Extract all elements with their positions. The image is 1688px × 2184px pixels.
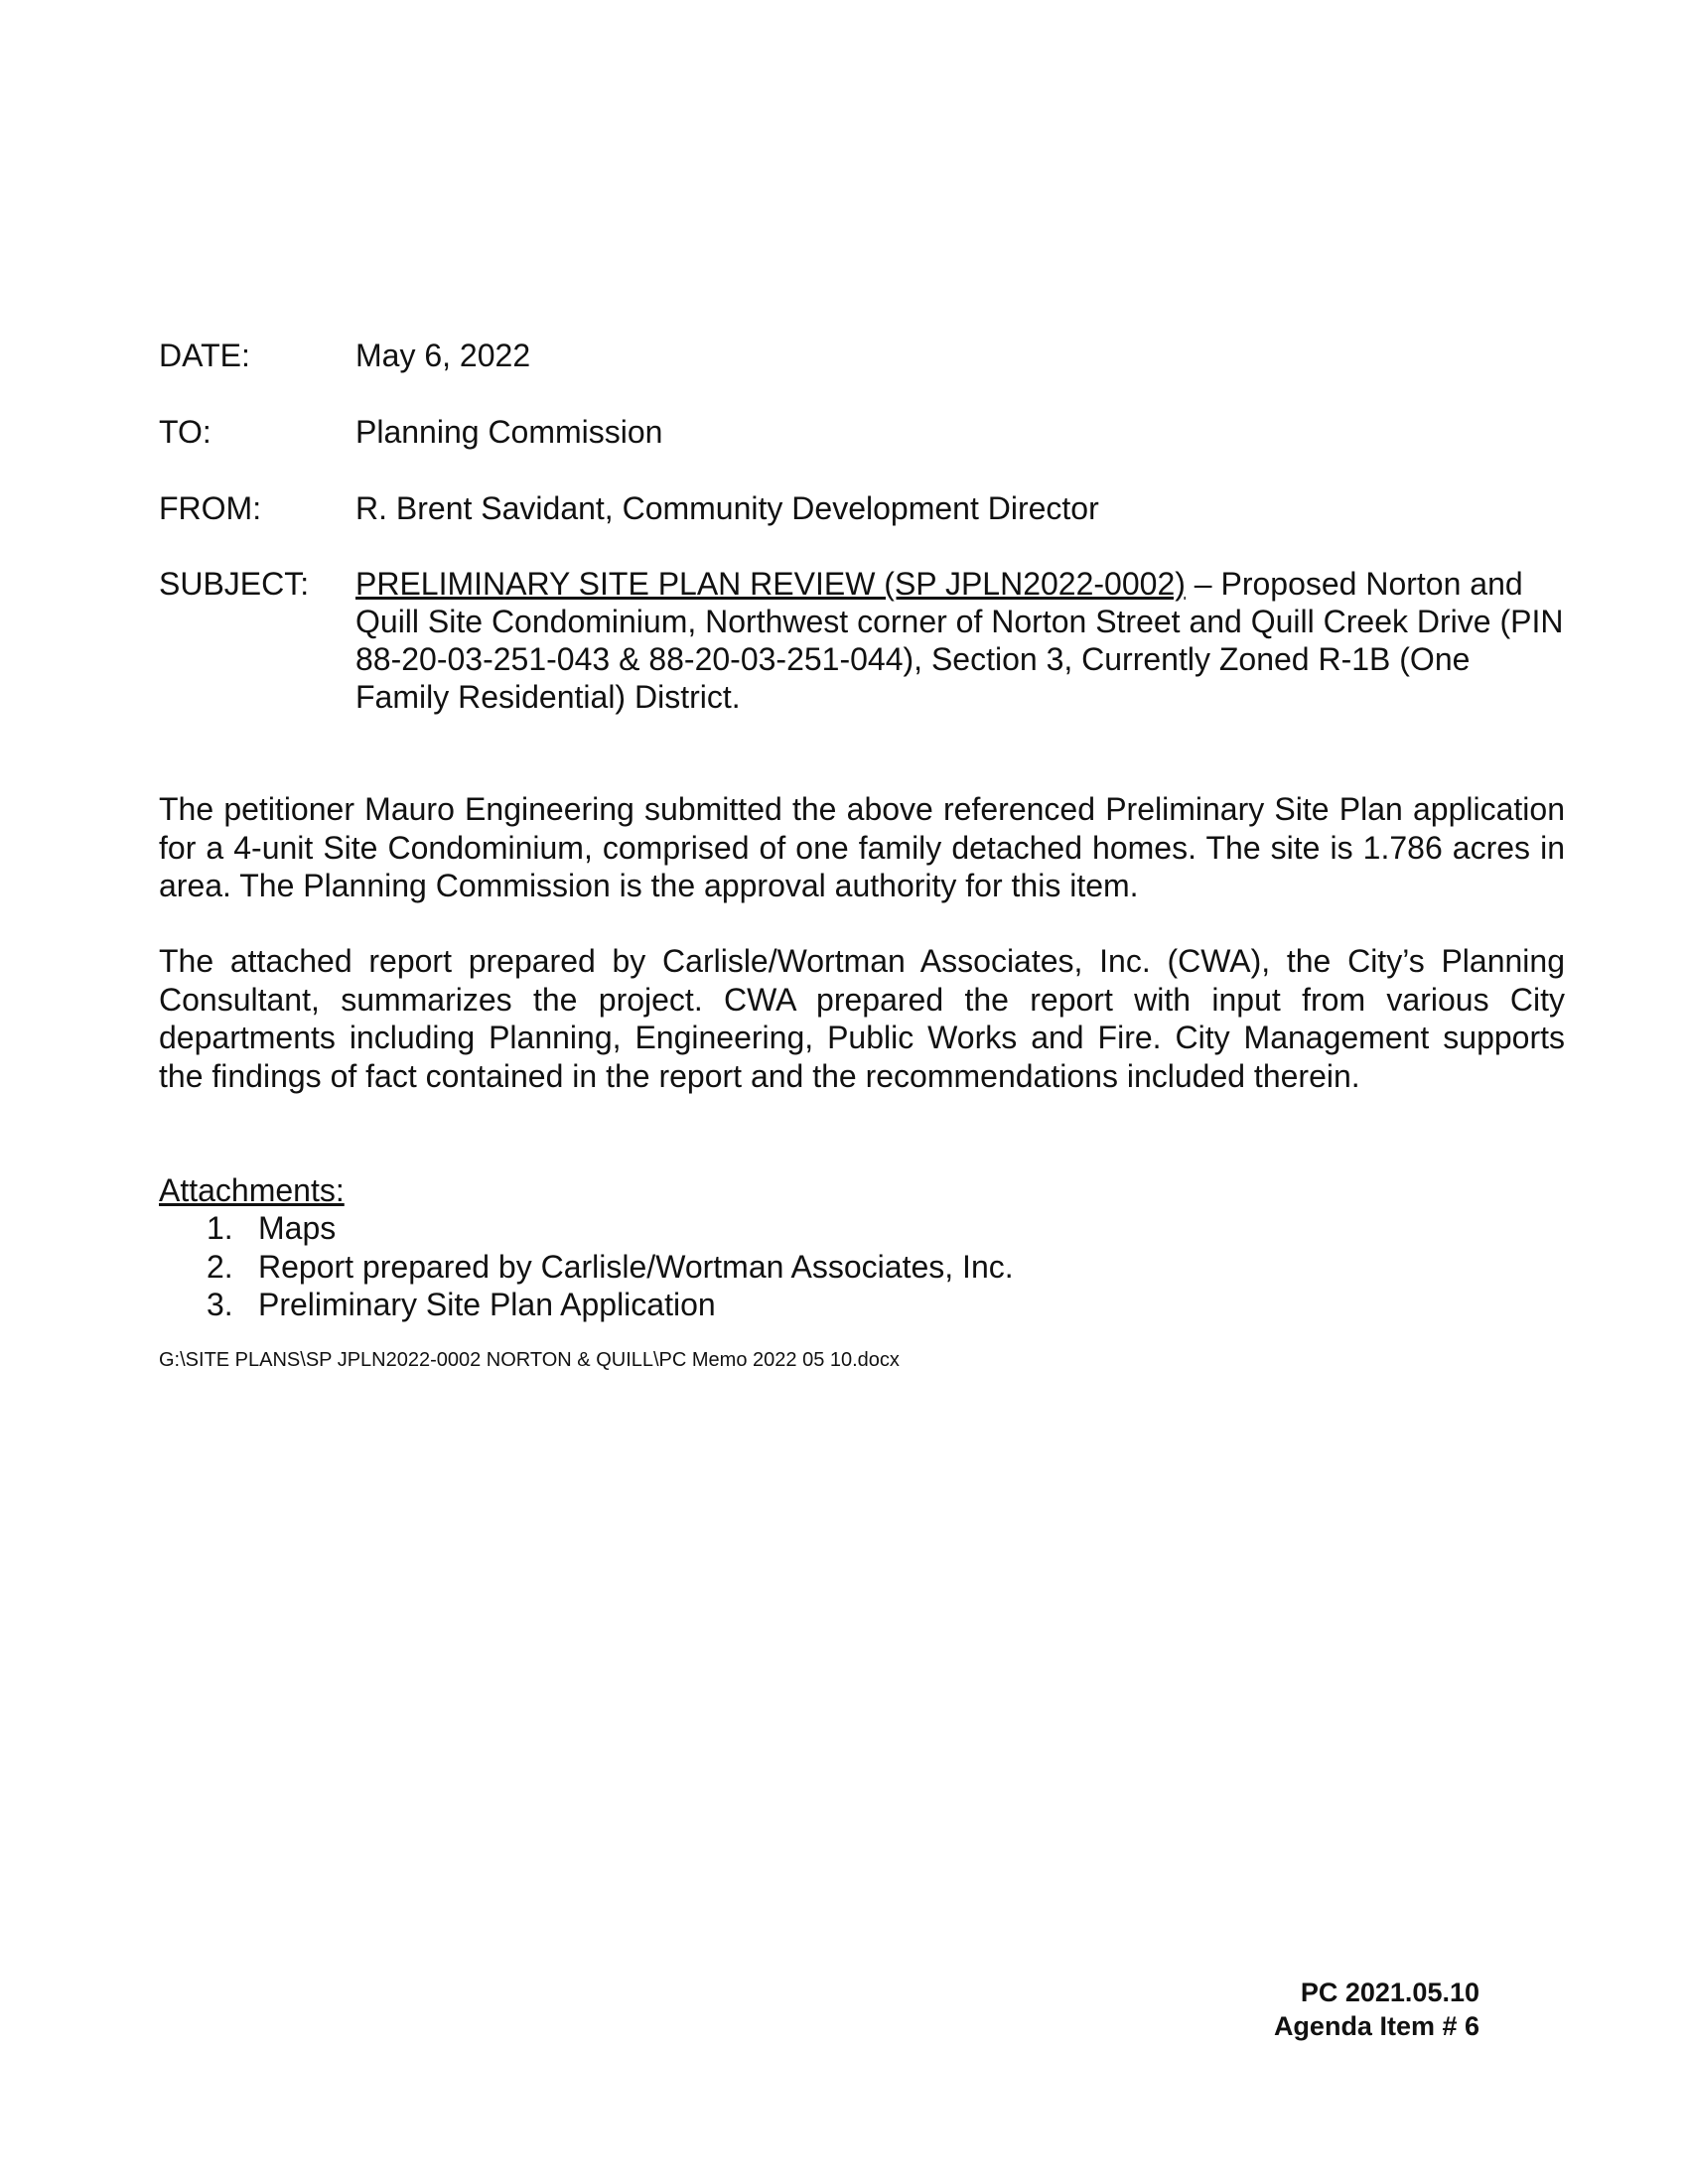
agenda-footer [1274, 1976, 1479, 2043]
body-paragraph-2: The attached report prepared by Carlisle/Wortman Associates, Inc. (CWA), the City’s Planning Consultant, summarizes the project. CWA prepared the report with input from various City departments including Planning, Engineering, Public Works and Fire. City Management supports the findings of fact contained in the report and the recommendations included therein. [159, 943, 1565, 1094]
list-item-number: 3. [207, 1287, 233, 1322]
subject-label: SUBJECT: [159, 566, 310, 602]
from-label: FROM: [159, 490, 262, 526]
to-label: TO: [159, 414, 211, 450]
agenda-item-number: Agenda Item # 6 [1273, 2011, 1479, 2041]
body-paragraph-1: The petitioner Mauro Engineering submitted the above referenced Preliminary Site Plan application for a 4-unit Site Condominium, comprised of one family detached homes. The site is 1.786 acres in area. The Planning Commission is the approval authority for this item. [159, 791, 1565, 903]
date-value: May 6, 2022 [355, 338, 531, 373]
list-item [159, 1248, 1014, 1287]
subject-value [355, 565, 1567, 716]
subject-description: – Proposed Norton and Quill Site Condominium, Northwest corner of Norton Street and Quill Creek Drive (PIN 88-20-03-251-043 & 88-20-03-251-044), Section 3, Currently Zoned R-1B (One Family Residential) District. [355, 566, 1564, 715]
list-item [159, 1286, 1014, 1324]
attachments-heading: Attachments: [159, 1172, 345, 1208]
list-item-number: 2. [207, 1248, 233, 1285]
list-item [159, 1209, 1014, 1248]
date-label: DATE: [159, 338, 250, 373]
document-file-path: G:\SITE PLANS\SP JPLN2022-0002 NORTON & QUILL\PC Memo 2022 05 10.docx [159, 1349, 900, 1371]
list-item-text: Report prepared by Carlisle/Wortman Associates, Inc. [258, 1248, 1014, 1285]
attachments-list [159, 1209, 1014, 1324]
list-item-text: Maps [258, 1210, 337, 1246]
meeting-code: PC 2021.05.10 [1300, 1978, 1479, 2007]
to-value: Planning Commission [355, 414, 663, 450]
list-item-number: 1. [207, 1210, 233, 1246]
list-item-text: Preliminary Site Plan Application [258, 1287, 716, 1322]
subject-title: PRELIMINARY SITE PLAN REVIEW (SP JPLN2022-0002) [355, 566, 1186, 602]
from-value: R. Brent Savidant, Community Development Director [355, 490, 1099, 526]
